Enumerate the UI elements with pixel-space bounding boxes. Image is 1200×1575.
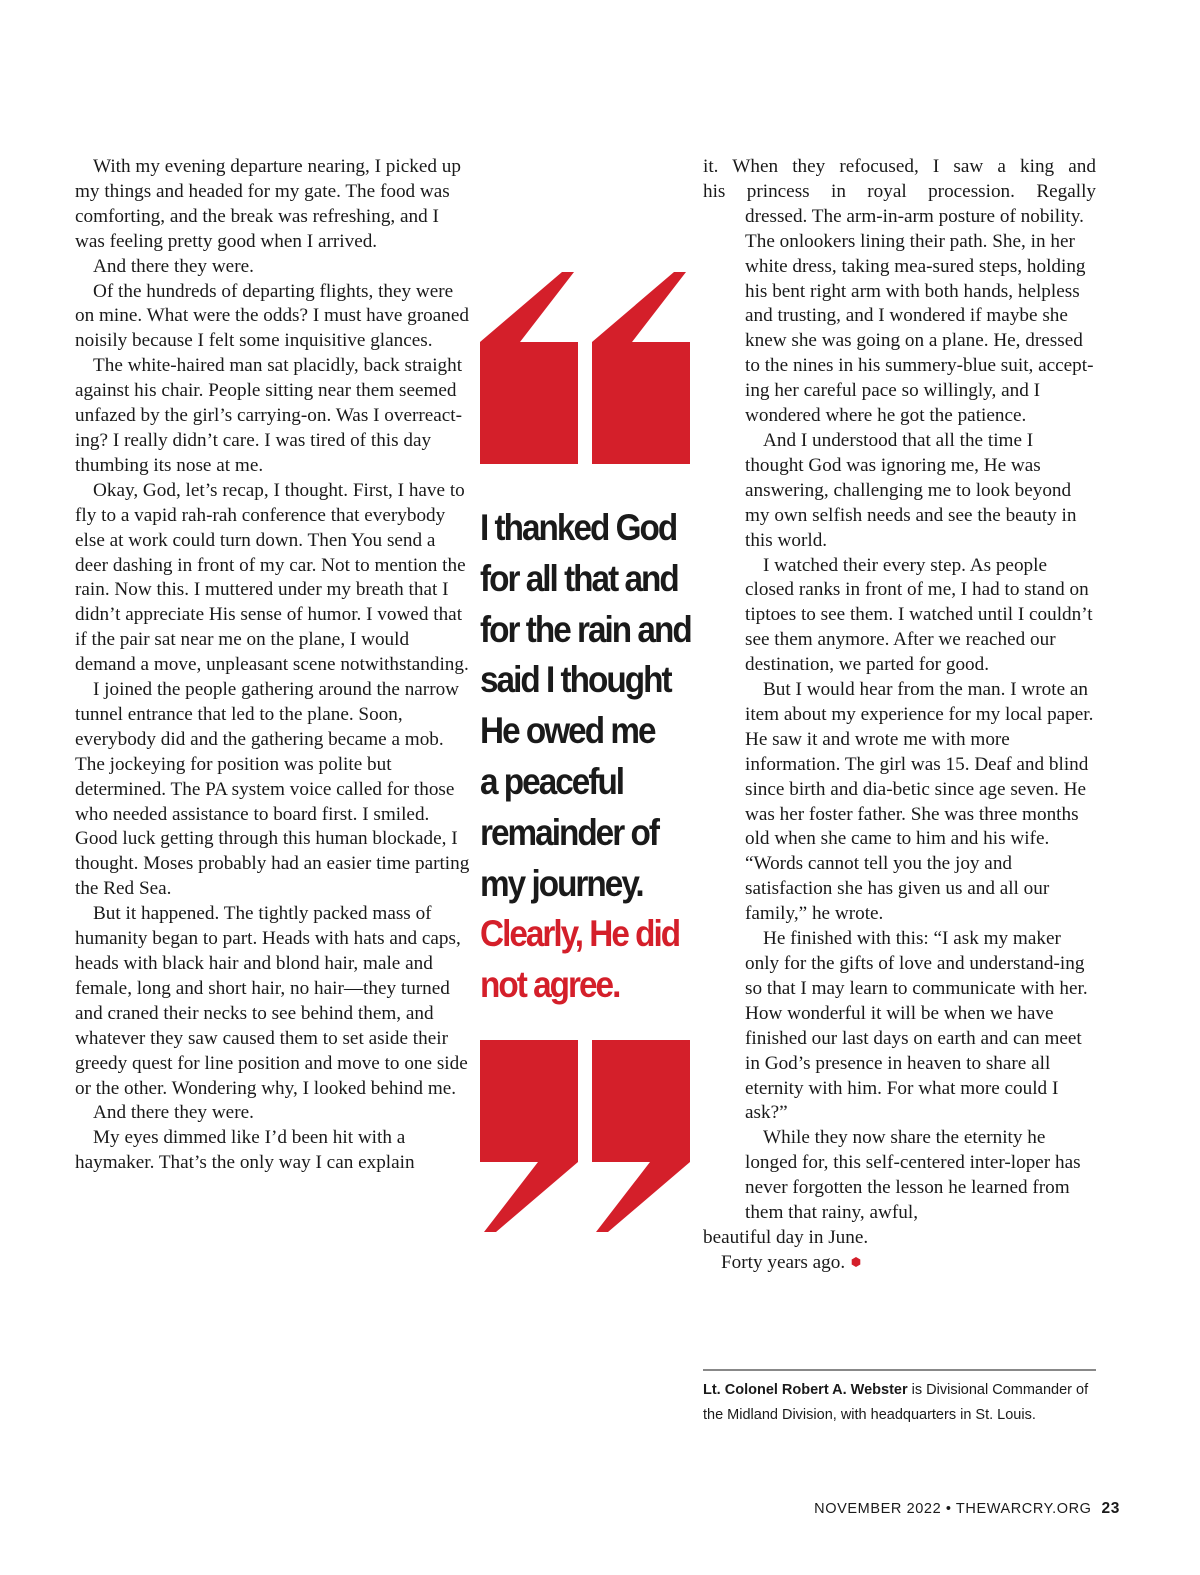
pull-quote-line: said I thought	[480, 659, 671, 701]
body-line: it. When they refocused, I saw a king and	[703, 156, 1096, 177]
left-text-column	[75, 155, 470, 1176]
bio-divider	[703, 1369, 1096, 1371]
pull-quote	[480, 503, 691, 1011]
page-footer	[814, 1500, 1120, 1518]
body-line: his princess in royal procession. Regally	[703, 180, 1096, 202]
closing-text: Forty years ago.	[721, 1251, 846, 1273]
closing-line	[703, 1251, 1096, 1276]
author-name: Lt. Colonel Robert A. Webster	[703, 1382, 908, 1398]
body-paragraph: But it happened. The tightly packed mass of humanity began to part. Heads with hats and caps, heads with black hair and blond hair, male and female, long and short hair, no hair—they turned and craned their necks to see behind them, and whatever they saw caused them to set aside their greedy quest for line position and move to one side or the other. Wondering why, I looked behind me.	[75, 903, 468, 1099]
pull-quote-line: He owed me	[480, 710, 655, 752]
body-paragraph: dressed. The arm-in-arm posture of nobility. The onlookers lining their path. She, in her white dress, taking mea-sured steps, holding his bent right arm with both hands, helpless and trusting, and I wondered if maybe she knew she was going on a plane. He, dressed to the nines in his summery-blue suit, accept-ing her careful pace so willingly, and I wondered where he got the patience.	[745, 205, 1094, 427]
body-paragraph: While they now share the eternity he longed for, this self-centered inter-loper has never forgotten the lesson he learned from them that rainy, awful,	[745, 1127, 1081, 1224]
pull-quote-line: I thanked God	[480, 507, 677, 548]
body-paragraph: And there they were.	[93, 255, 254, 277]
pull-quote-highlight-line: not agree.	[480, 964, 620, 1006]
pull-quote-line: remainder of	[480, 811, 658, 853]
body-paragraph: My eyes dimmed like I’d been hit with a haymaker. That’s the only way I can explain	[75, 1127, 415, 1174]
issue-info: NOVEMBER 2022 • THEWARCRY.ORG	[814, 1501, 1092, 1517]
close-quote-mark	[480, 1040, 692, 1240]
pull-quote-line: for the rain and	[480, 608, 691, 650]
body-paragraph: I joined the people gathering around the narrow tunnel entrance that led to the plane. Soon, everybody did and the gathering became a mob. The jockeying for position was polite but determined. The PA system voice called for those who needed assistance to board first. I smiled. Good luck getting through this human blockade, I thought. Moses probably had an easier time parting the Red Sea.	[75, 679, 470, 900]
body-paragraph: And I understood that all the time I thought God was ignoring me, He was answering, challenging me to look beyond my own selfish needs and see the beauty in this world.	[745, 429, 1077, 551]
body-paragraph: Of the hundreds of departing flights, they were on mine. What were the odds? I must have groaned noisily because I felt some inquisitive glances.	[75, 280, 469, 352]
open-quote-mark	[480, 268, 692, 468]
body-line: beautiful day in June.	[703, 1226, 869, 1248]
body-paragraph: The white-haired man sat placidly, back straight against his chair. People sitting near them seemed unfazed by the girl’s carrying-on. Was I overreact-ing? I really didn’t care. I was tired of this day thumbing its nose at me.	[75, 355, 463, 476]
body-paragraph: Okay, God, let’s recap, I thought. First, I have to fly to a vapid rah-rah conference that everybody else at work could turn down. Then You send a deer dashing in front of my car. Not to mention the rain. Now this. I muttered under my breath that I didn’t appreciate His sense of humor. I vowed that if the pair sat near me on the plane, I would demand a move, unpleasant scene notwithstanding.	[75, 479, 469, 676]
author-bio-text: is Divisional Commander of the Midland Division, with headquarters in St. Louis.	[703, 1382, 1089, 1423]
end-mark-icon	[851, 1257, 861, 1267]
body-paragraph: He finished with this: “I ask my maker only for the gifts of love and understand-ing so that I may learn to communicate with her. How wonderful it will be when we have finished our last days on earth and can meet in God’s presence in heaven to share all eternity with him. For what more could I ask?”	[745, 928, 1088, 1124]
page-number: 23	[1101, 1500, 1120, 1517]
body-paragraph: With my evening departure nearing, I picked up my things and headed for my gate. The food was comforting, and the break was refreshing, and I was feeling pretty good when I arrived.	[75, 156, 461, 252]
pull-quote-line: for all that and	[480, 557, 678, 599]
author-bio	[703, 1378, 1096, 1428]
pull-quote-highlight-line: Clearly, He did	[480, 913, 680, 955]
right-text-column	[703, 155, 1096, 1276]
pull-quote-line: my journey.	[480, 862, 643, 904]
body-paragraph: I watched their every step. As people closed ranks in front of me, I had to stand on tiptoes to see them. I watched until I couldn’t see them anymore. After we reached our destination, we parted for good.	[745, 554, 1093, 676]
body-paragraph: And there they were.	[93, 1102, 254, 1124]
pull-quote-line: a peaceful	[480, 760, 624, 802]
body-paragraph: But I would hear from the man. I wrote an item about my experience for my local paper. He saw it and wrote me with more information. The girl was 15. Deaf and blind since birth and dia-betic since age seven. He was her foster father. She was three months old when she came to him and his wife. “Words cannot tell you the joy and satisfaction she has given us and all our family,” he wrote.	[745, 679, 1094, 925]
